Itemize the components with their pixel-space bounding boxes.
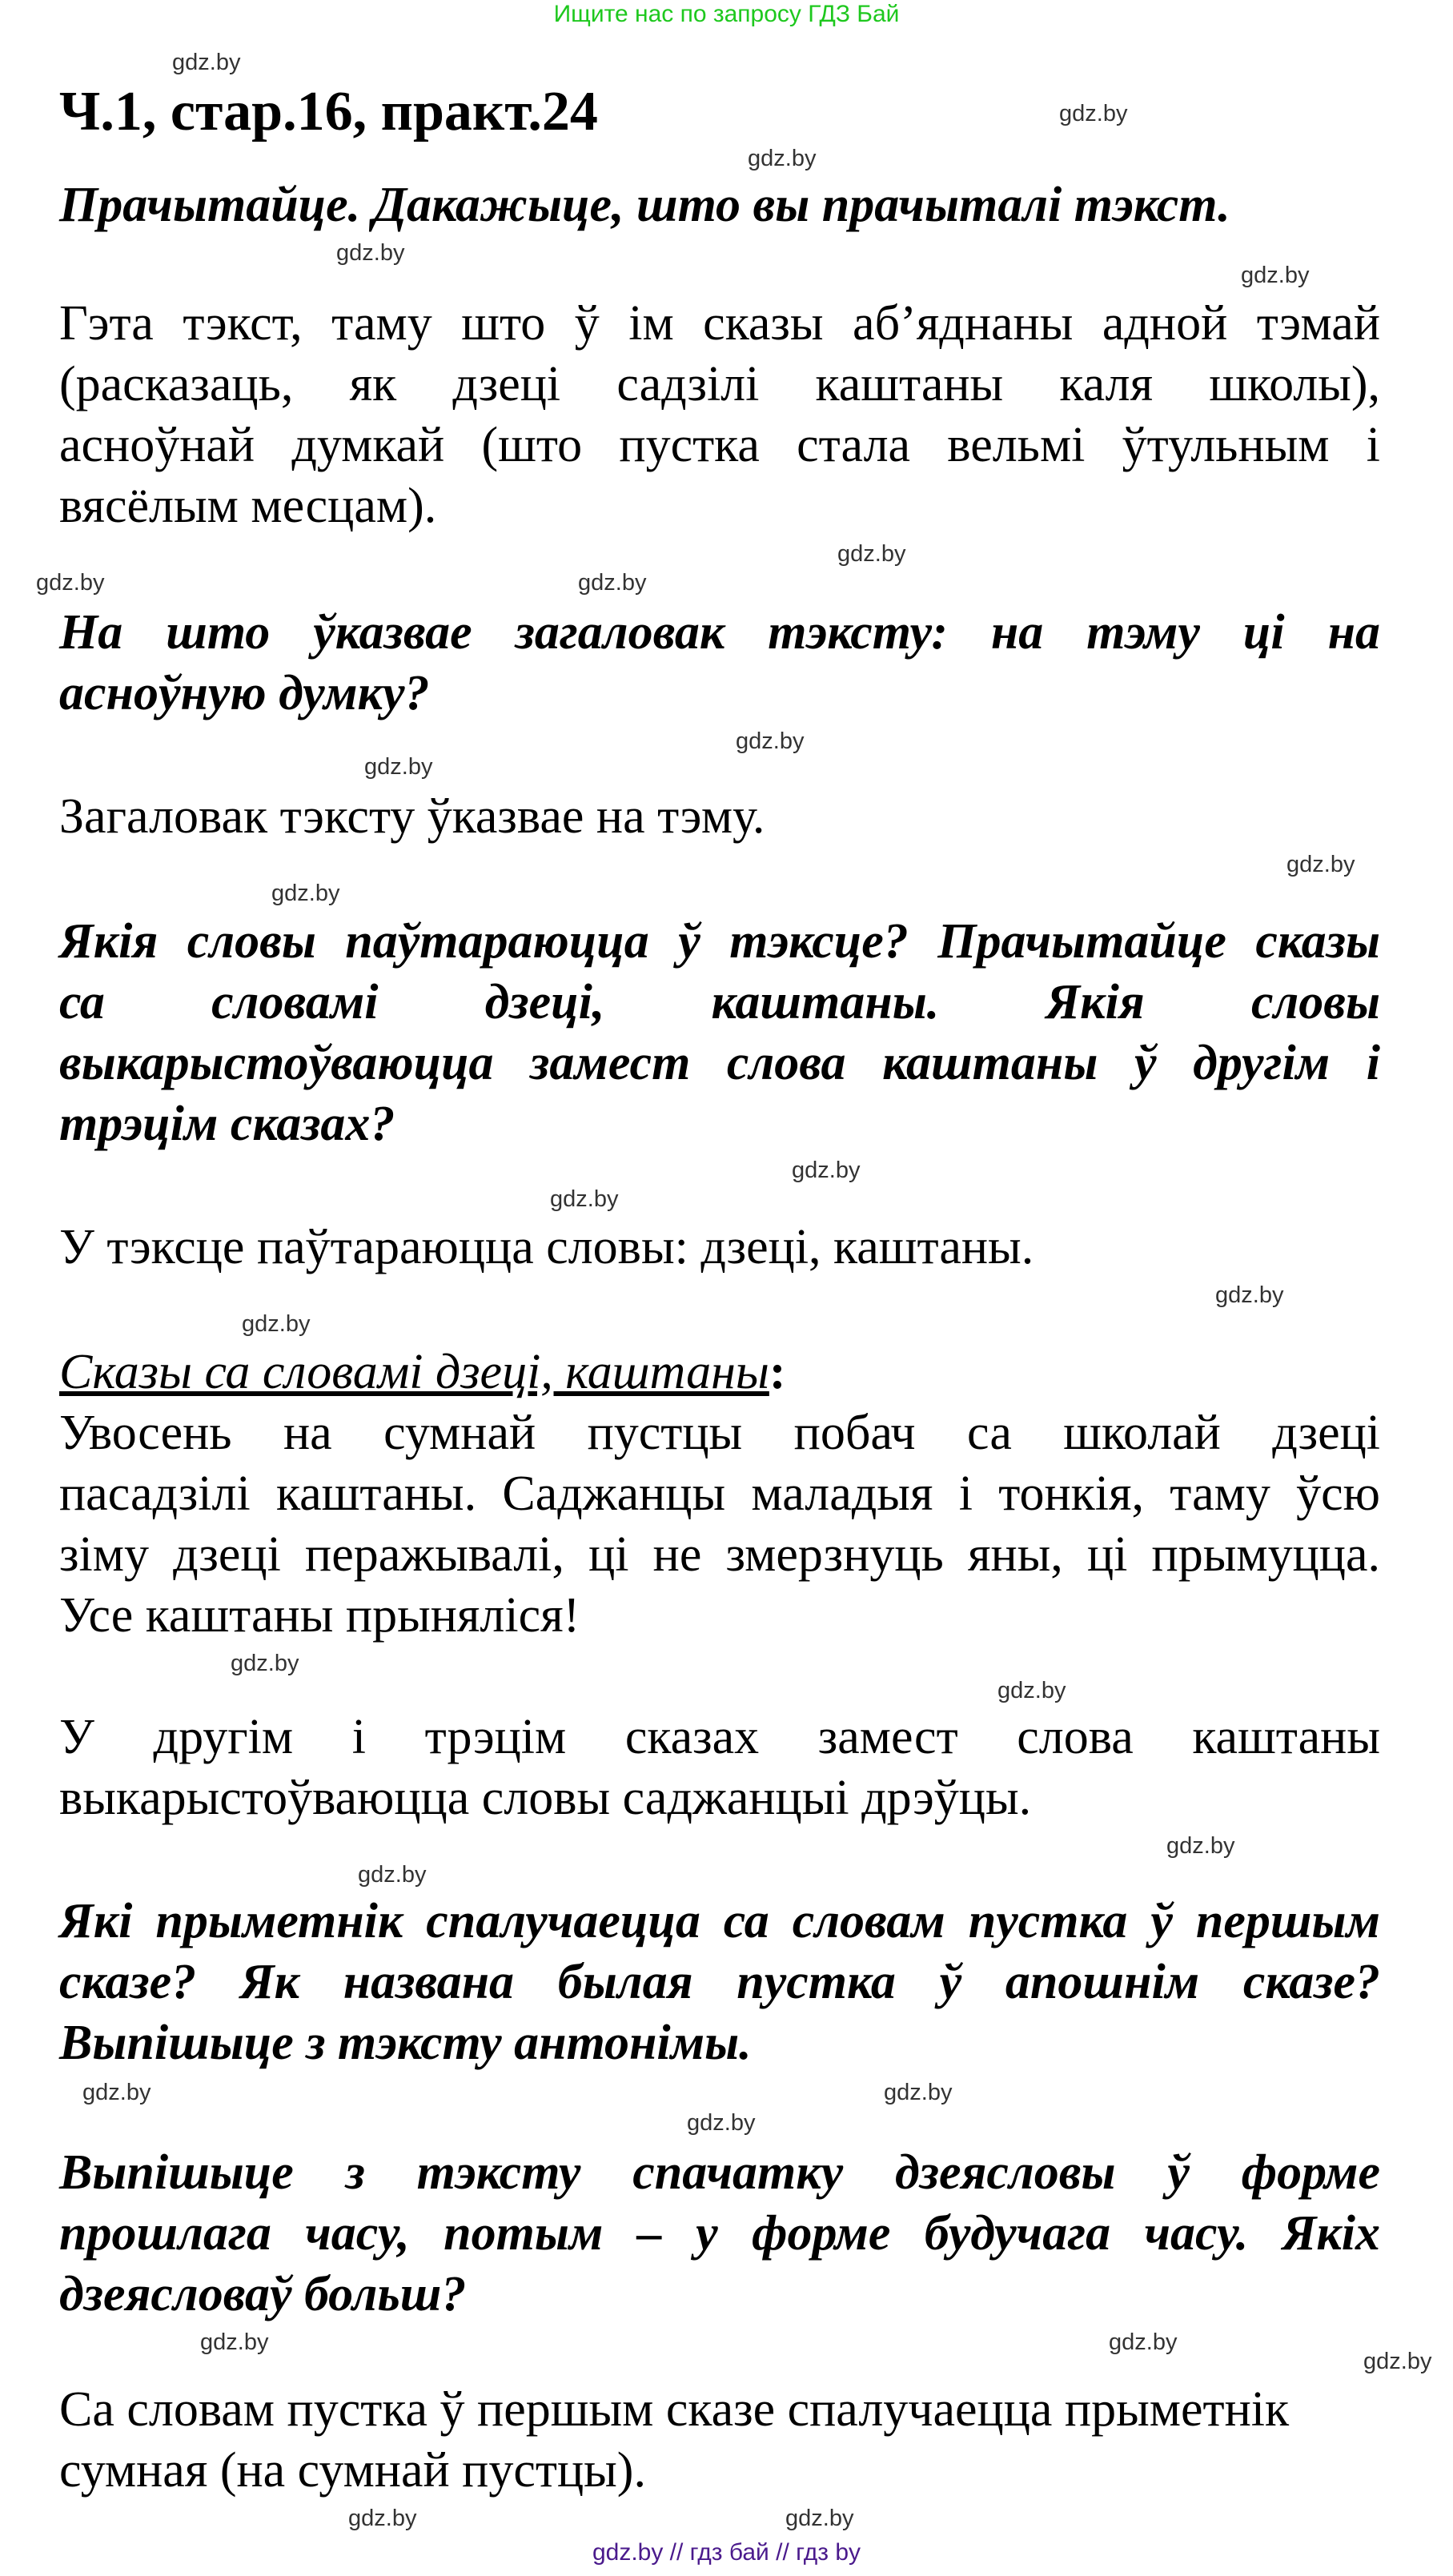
watermark: gdz.by: [231, 1651, 299, 1676]
watermark: gdz.by: [748, 146, 817, 171]
paragraph-line: Усе каштаны прыняліся!: [59, 1588, 580, 1643]
answer-line: сумная (на сумнай пустцы).: [59, 2443, 646, 2498]
question-line: трэцім сказах?: [59, 1097, 395, 1151]
answer-5: [59, 2379, 1380, 2501]
question-line: асноўную думку?: [59, 666, 430, 720]
paragraph-line: Увосень на сумнай пустцы побач са школай дзеці: [59, 1406, 1380, 1460]
question-line: прошлага часу, потым – у форме будучага часу. Якіх: [59, 2206, 1380, 2261]
answer-3: [59, 1217, 1380, 1278]
paragraph-1: [59, 1402, 1380, 1646]
question-line: дзеясловаў больш?: [59, 2267, 467, 2321]
watermark: gdz.by: [1363, 2349, 1432, 2374]
question-line: Выпішыце з тэксту спачатку дзеясловы ў форме: [59, 2145, 1380, 2200]
question-line: са словамі дзеці, каштаны. Якія словы: [59, 975, 1380, 1029]
watermark: gdz.by: [348, 2506, 417, 2531]
paragraph-line: пасадзілі каштаны. Саджанцы маладыя і тонкія, таму ўсю: [59, 1467, 1380, 1521]
watermark: gdz.by: [837, 541, 906, 567]
watermark: gdz.by: [242, 1311, 311, 1337]
paragraph-line: У другім і трэцім сказах замест слова каштаны: [59, 1710, 1380, 1764]
answer-1: [59, 293, 1380, 536]
watermark: gdz.by: [358, 1862, 427, 1888]
answer-line: (расказаць, як дзеці садзілі каштаны каля школы),: [59, 357, 1380, 411]
question-3: [59, 911, 1380, 1154]
question-5: [59, 2142, 1380, 2325]
watermark: gdz.by: [687, 2110, 756, 2136]
question-line: Які прыметнік спалучаецца са словам пустка ў першым: [59, 1894, 1380, 1948]
sentences-label-text: Сказы са словамі дзеці, каштаны: [59, 1345, 769, 1399]
watermark: gdz.by: [364, 754, 433, 780]
footer-links: gdz.by // гдз бай // гдз by: [592, 2539, 861, 2566]
watermark: gdz.by: [736, 728, 805, 754]
question-line: сказе? Як названа былая пустка ў апошнім сказе?: [59, 1955, 1380, 2009]
watermark: gdz.by: [550, 1186, 619, 1212]
question-line: Якія словы паўтараюцца ў тэксце? Прачытайце сказы: [59, 914, 1380, 969]
question-line: Прачытайце. Дакажыце, што вы прачыталі тэкст.: [59, 178, 1230, 232]
answer-line: Са словам пустка ў першым сказе спалучаецца прыметнік: [59, 2382, 1290, 2437]
watermark: gdz.by: [1241, 263, 1310, 288]
sentences-label-colon: :: [769, 1345, 786, 1399]
watermark: gdz.by: [785, 2506, 854, 2531]
watermark: gdz.by: [1059, 101, 1128, 126]
question-2: [59, 602, 1380, 724]
watermark: gdz.by: [1286, 852, 1355, 877]
watermark: gdz.by: [997, 1678, 1066, 1703]
paragraph-line: зіму дзеці перажывалі, ці не змерзнуць яны, ці прымуцца.: [59, 1527, 1380, 1582]
watermark: gdz.by: [884, 2080, 953, 2105]
watermark: gdz.by: [36, 570, 105, 596]
watermark: gdz.by: [336, 240, 405, 266]
answer-line: Загаловак тэксту ўказвае на тэму.: [59, 789, 765, 844]
answer-line: асноўнай думкай (што пустка стала вельмі ўтульным і: [59, 418, 1380, 472]
question-4: [59, 1891, 1380, 2073]
question-line: выкарыстоўваюцца замест слова каштаны ў другім і: [59, 1036, 1380, 1090]
watermark: gdz.by: [792, 1158, 861, 1183]
question-line: Выпішыце з тэксту антонімы.: [59, 2016, 752, 2070]
paragraph-line: выкарыстоўваюцца словы саджанцыі дрэўцы.: [59, 1771, 1032, 1825]
top-note: Ищите нас по запросу ГДЗ Бай: [553, 1, 900, 27]
answer-line: У тэксце паўтараюцца словы: дзеці, каштаны.: [59, 1220, 1034, 1274]
answer-2: [59, 786, 1380, 847]
question-line: На што ўказвае загаловак тэксту: на тэму ці на: [59, 605, 1380, 660]
paragraph-2: [59, 1707, 1380, 1828]
answer-line: Гэта тэкст, таму што ў ім сказы аб’яднаны адной тэмай: [59, 296, 1380, 351]
watermark: gdz.by: [1109, 2329, 1178, 2355]
question-1: [59, 175, 1380, 235]
page-title: Ч.1, стар.16, практ.24: [59, 81, 598, 142]
watermark: gdz.by: [578, 570, 647, 596]
watermark: gdz.by: [82, 2080, 151, 2105]
answer-line: вясёлым месцам).: [59, 479, 437, 533]
sentences-label: [59, 1342, 1380, 1402]
watermark: gdz.by: [1166, 1833, 1235, 1859]
watermark: gdz.by: [1215, 1282, 1284, 1308]
watermark: gdz.by: [172, 50, 241, 75]
watermark: gdz.by: [200, 2329, 269, 2355]
watermark: gdz.by: [271, 881, 340, 906]
